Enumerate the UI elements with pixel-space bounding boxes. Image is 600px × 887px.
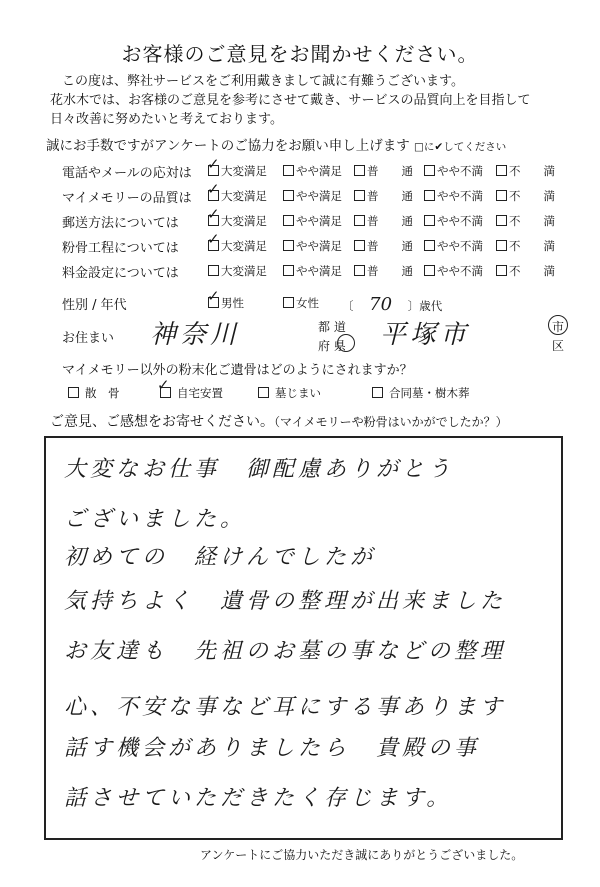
rating-option-label: 不 満 bbox=[509, 239, 555, 253]
remains-check-mark: ✓ bbox=[157, 376, 170, 394]
rating-checkbox[interactable] bbox=[424, 190, 435, 201]
rating-option-label: 普 通 bbox=[367, 189, 413, 203]
rating-option-label: 不 満 bbox=[509, 214, 555, 228]
question-label: 郵送方法については bbox=[62, 216, 179, 231]
city-circle-mark bbox=[548, 315, 568, 335]
rating-option[interactable] bbox=[496, 213, 555, 229]
rating-checkbox[interactable] bbox=[496, 190, 507, 201]
rating-option[interactable] bbox=[496, 238, 555, 254]
rating-checkbox[interactable] bbox=[496, 165, 507, 176]
remains-question: マイメモリー以外の粉末化ご遺骨はどのようにされますか？ bbox=[62, 363, 413, 378]
comment-prompt bbox=[50, 411, 508, 431]
comment-line: 気持ちよく 遺骨の整理が出来ました bbox=[64, 589, 507, 614]
rating-option-label: やや満足 bbox=[296, 164, 342, 178]
remains-option[interactable] bbox=[68, 385, 120, 401]
rating-option-label: 普 通 bbox=[367, 164, 413, 178]
rating-option-label: やや不満 bbox=[437, 214, 483, 228]
rating-option-label: やや満足 bbox=[296, 239, 342, 253]
remains-option-label: 墓じまい bbox=[275, 386, 321, 400]
rating-checkbox[interactable] bbox=[283, 165, 294, 176]
rating-option[interactable] bbox=[354, 163, 413, 179]
rating-checkbox[interactable] bbox=[283, 240, 294, 251]
intro-line-3: 日々改善に努めたいと考えております。 bbox=[50, 112, 283, 127]
rating-option-label: 大変満足 bbox=[221, 214, 267, 228]
rating-option[interactable] bbox=[424, 163, 483, 179]
rating-checkbox[interactable] bbox=[283, 190, 294, 201]
rating-option-label: やや不満 bbox=[437, 164, 483, 178]
rating-checkbox[interactable] bbox=[208, 265, 219, 276]
rating-option-label: 不 満 bbox=[509, 189, 555, 203]
rating-option[interactable] bbox=[424, 213, 483, 229]
rating-option[interactable] bbox=[208, 263, 267, 279]
rating-checkbox[interactable] bbox=[354, 240, 365, 251]
rating-checkbox[interactable] bbox=[424, 215, 435, 226]
remains-checkbox[interactable] bbox=[372, 387, 383, 398]
rating-option[interactable] bbox=[283, 238, 342, 254]
male-check-mark: ✓ bbox=[207, 287, 220, 305]
intro-line-1: この度は、弊社サービスをご利用戴きまして誠に有難うございます。 bbox=[62, 74, 464, 89]
pref-unit-bottom: 府 県 bbox=[318, 339, 346, 353]
rating-checkbox[interactable] bbox=[424, 240, 435, 251]
remains-option-label: 合同墓・樹木葬 bbox=[389, 386, 470, 400]
remains-option[interactable] bbox=[372, 385, 470, 401]
age-close-bracket: 〕歳代 bbox=[407, 299, 443, 313]
comment-prompt-note: （マイメモリーや粉骨はいかがでしたか？） bbox=[274, 415, 508, 429]
comment-line: 話させていただきたく存じます。 bbox=[64, 786, 453, 811]
rating-option[interactable] bbox=[283, 163, 342, 179]
rating-option-label: 不 満 bbox=[509, 264, 555, 278]
address-label: お住まい bbox=[62, 331, 115, 346]
rating-check-mark: ✓ bbox=[207, 205, 220, 223]
rating-checkbox[interactable] bbox=[354, 190, 365, 201]
gender-male-option[interactable]: 男性 bbox=[208, 295, 244, 311]
rating-checkbox[interactable] bbox=[354, 165, 365, 176]
comment-line: 話す機会がありましたら 貴殿の事 bbox=[64, 736, 481, 761]
rating-option[interactable] bbox=[496, 263, 555, 279]
rating-checkbox[interactable] bbox=[283, 265, 294, 276]
rating-option[interactable] bbox=[354, 188, 413, 204]
rating-option[interactable] bbox=[424, 188, 483, 204]
rating-option[interactable] bbox=[424, 263, 483, 279]
question-label: 粉骨工程については bbox=[62, 241, 179, 256]
age-field[interactable] bbox=[342, 294, 442, 315]
pref-circle-mark bbox=[337, 334, 355, 352]
rating-checkbox[interactable] bbox=[283, 215, 294, 226]
question-label: 電話やメールの応対は bbox=[62, 166, 192, 181]
rating-option[interactable] bbox=[424, 238, 483, 254]
rating-option-label: 大変満足 bbox=[221, 239, 267, 253]
age-value: 70 bbox=[369, 294, 393, 315]
page-title: お客様のご意見をお聞かせください。 bbox=[121, 42, 479, 66]
rating-checkbox[interactable] bbox=[496, 215, 507, 226]
rating-option-label: 大変満足 bbox=[221, 164, 267, 178]
rating-checkbox[interactable] bbox=[496, 265, 507, 276]
comment-line: 初めての 経けんでしたが bbox=[64, 545, 377, 570]
question-label: マイメモリーの品質は bbox=[62, 191, 192, 206]
rating-option-label: やや満足 bbox=[296, 189, 342, 203]
comment-line: 大変なお仕事 御配慮ありがとう bbox=[64, 457, 455, 482]
instruction-text: 誠にお手数ですがアンケートのご協力をお願い申し上げます bbox=[46, 138, 410, 154]
comment-prompt-text: ご意見、ご感想をお寄せください。 bbox=[50, 414, 274, 430]
comment-line: お友達も 先祖のお墓の事などの整理 bbox=[64, 639, 507, 664]
rating-option-label: やや不満 bbox=[437, 189, 483, 203]
remains-option-label: 自宅安置 bbox=[177, 386, 223, 400]
rating-option[interactable] bbox=[496, 163, 555, 179]
rating-option-label: やや満足 bbox=[296, 264, 342, 278]
city-unit-bottom: 区 bbox=[552, 339, 565, 353]
age-open-bracket: 〔 bbox=[342, 299, 354, 313]
rating-checkbox[interactable] bbox=[354, 215, 365, 226]
rating-option-label: 普 通 bbox=[367, 239, 413, 253]
rating-check-mark: ✓ bbox=[207, 180, 220, 198]
rating-option[interactable] bbox=[354, 263, 413, 279]
comment-line: ございました。 bbox=[64, 507, 247, 532]
rating-checkbox[interactable] bbox=[496, 240, 507, 251]
gender-age-label: 性別 / 年代 bbox=[62, 298, 127, 313]
remains-checkbox[interactable] bbox=[68, 387, 79, 398]
rating-option-label: やや不満 bbox=[437, 264, 483, 278]
rating-check-mark: ✓ bbox=[207, 230, 220, 248]
pref-unit-top: 都 道 bbox=[318, 320, 346, 334]
rating-option[interactable] bbox=[283, 213, 342, 229]
remains-option-label: 散 骨 bbox=[85, 386, 120, 400]
rating-checkbox[interactable] bbox=[354, 265, 365, 276]
instruction-note: □に✔してください bbox=[414, 141, 507, 153]
rating-option-label: 大変満足 bbox=[221, 189, 267, 203]
city-unit-top: 市 bbox=[552, 320, 565, 334]
rating-option-label: やや不満 bbox=[437, 239, 483, 253]
footer-thanks: アンケートにご協力いただき誠にありがとうございました。 bbox=[200, 848, 524, 862]
rating-option[interactable] bbox=[354, 238, 413, 254]
gender-female-option[interactable]: 女性 bbox=[283, 295, 319, 311]
address-prefecture[interactable]: 神奈川 bbox=[150, 320, 241, 350]
rating-option-label: 普 通 bbox=[367, 264, 413, 278]
rating-option[interactable] bbox=[283, 188, 342, 204]
rating-option[interactable] bbox=[496, 188, 555, 204]
question-label: 料金設定については bbox=[62, 266, 179, 281]
rating-option-label: やや満足 bbox=[296, 214, 342, 228]
rating-option[interactable] bbox=[354, 213, 413, 229]
intro-line-2: 花水木では、お客様のご意見を参考にさせて戴き、サービスの品質向上を目指して bbox=[50, 93, 531, 108]
remains-checkbox[interactable] bbox=[258, 387, 269, 398]
rating-check-mark: ✓ bbox=[207, 155, 220, 173]
rating-option-label: 普 通 bbox=[367, 214, 413, 228]
rating-option-label: 大変満足 bbox=[221, 264, 267, 278]
remains-option[interactable] bbox=[258, 385, 321, 401]
gender-female-checkbox[interactable] bbox=[283, 297, 294, 308]
address-city[interactable]: 平塚市 bbox=[380, 320, 471, 350]
rating-option-label: 不 満 bbox=[509, 164, 555, 178]
rating-option[interactable] bbox=[283, 263, 342, 279]
rating-checkbox[interactable] bbox=[424, 265, 435, 276]
survey-instruction bbox=[46, 134, 506, 154]
rating-checkbox[interactable] bbox=[424, 165, 435, 176]
comment-line: 心、不安な事など耳にする事あります bbox=[64, 695, 507, 720]
